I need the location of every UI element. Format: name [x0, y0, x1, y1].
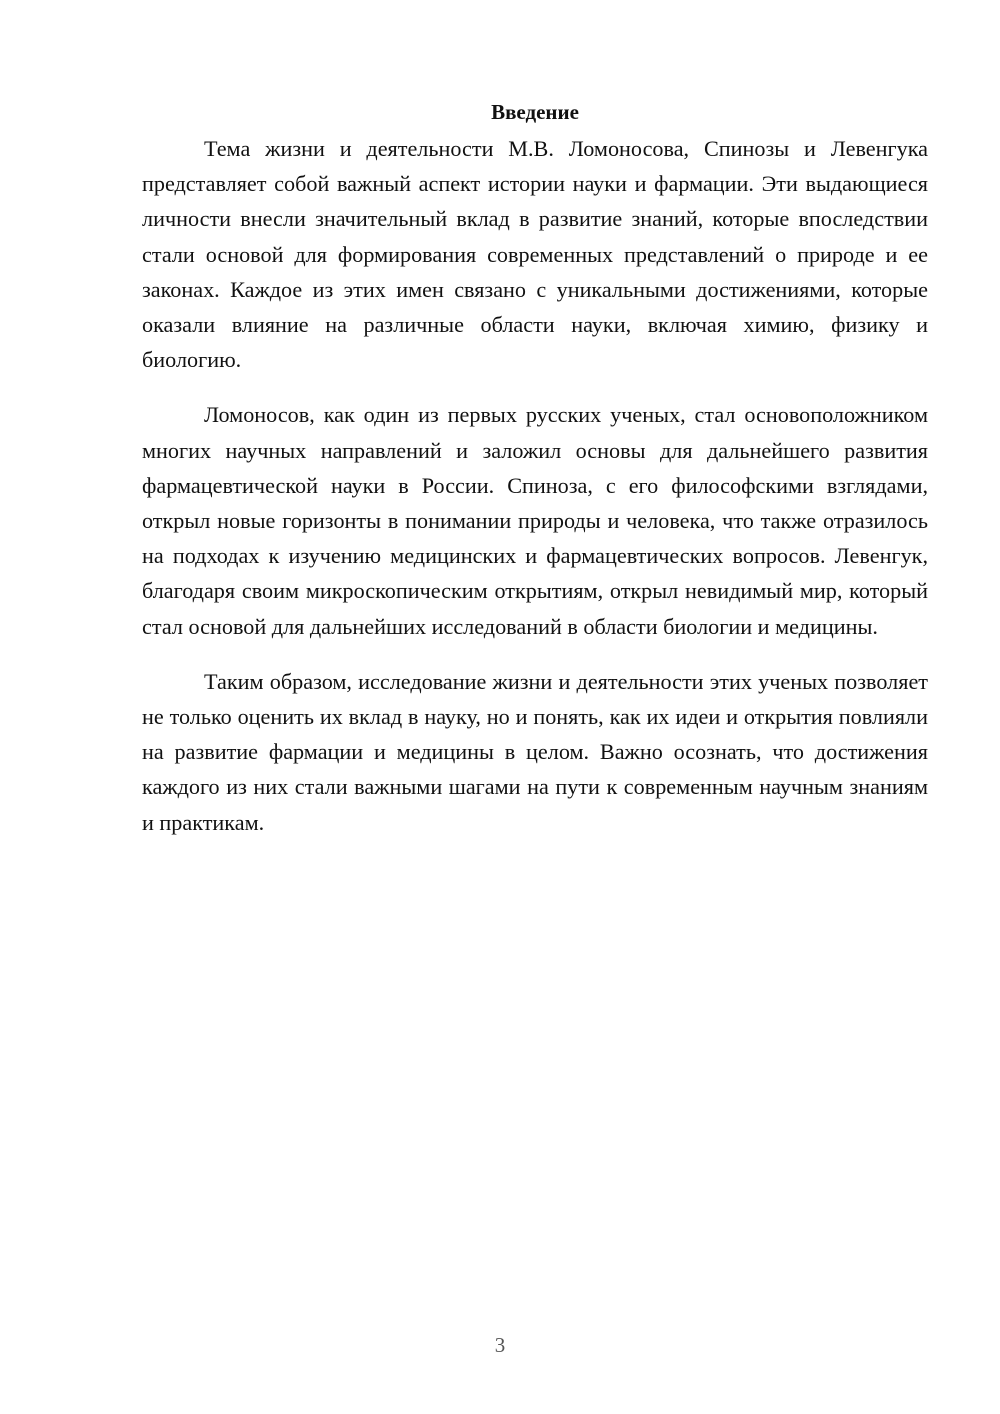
page-content — [142, 95, 928, 860]
page-number: 3 — [494, 1333, 506, 1357]
paragraph-3: Таким образом, исследование жизни и деятельности этих ученых позволяет не только оценить их вклад в науку, но и понять, как их идеи и открытия повлияли на развитие фармации и медицины в целом. Важно осознать, что достижения каждого из них стали важными шагами на пути к современным научным знаниям и практикам. — [142, 668, 928, 835]
paragraph-2: Ломоносов, как один из первых русских ученых, стал основоположником многих научных направлений и заложил основы для дальнейшего развития фармацевтической науки в России. Спиноза, с его философскими взглядами, открыл новые горизонты в понимании природы и человека, что также отразилось на подходах к изучению медицинских и фармацевтических вопросов. Левенгук, благодаря своим микроскопическим открытиям, открыл невидимый мир, который стал основой для дальнейших исследований в области биологии и медицины. — [142, 402, 928, 639]
section-title: Введение — [491, 100, 579, 124]
paragraph-1: Тема жизни и деятельности М.В. Ломоносова, Спинозы и Левенгука представляет собой важный аспект истории науки и фармации. Эти выдающиеся личности внесли значительный вклад в развитие знаний, которые впоследствии стали основой для формирования современных представлений о природе и ее законах. Каждое из этих имен связано с уникальными достижениями, которые оказали влияние на различные области науки, включая химию, физику и биологию. — [142, 136, 928, 373]
